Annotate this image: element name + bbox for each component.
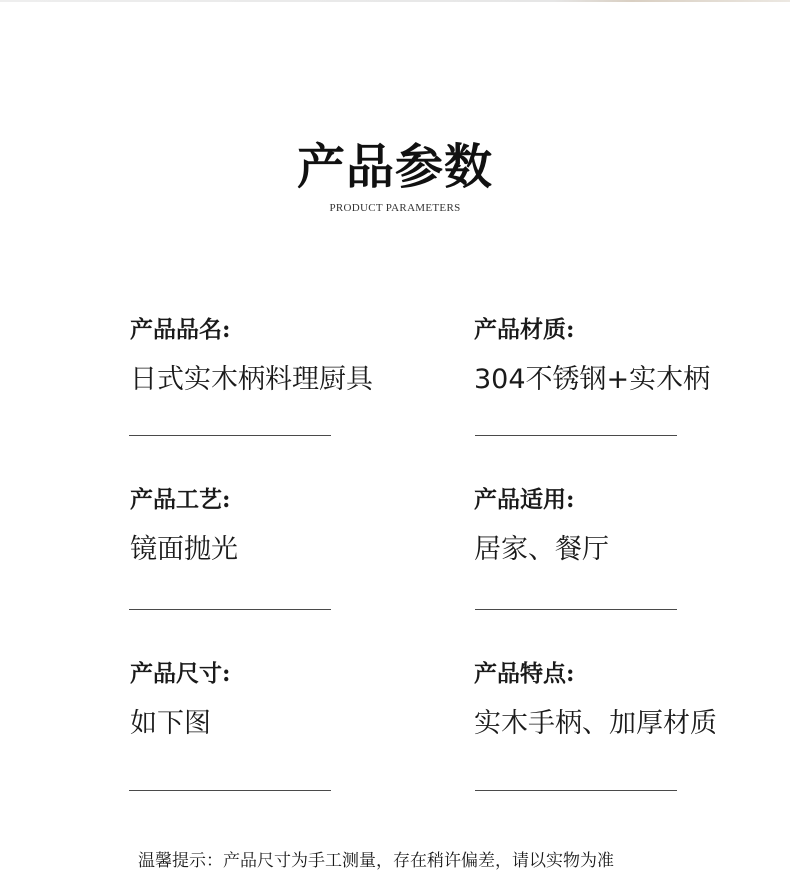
param-underline [475,609,677,610]
param-underline [475,435,677,436]
param-value: 日式实木柄料理厨具 [130,364,373,395]
param-item-usage [474,486,774,566]
param-label: 产品工艺: [130,486,231,513]
page-title: 产品参数 [296,139,493,195]
param-value: 镜面抛光 [130,534,238,565]
page-subtitle: PRODUCT PARAMETERS [329,202,461,214]
param-underline [475,790,677,791]
param-underline [129,790,331,791]
param-label: 产品特点: [474,660,575,687]
param-label: 产品适用: [474,486,575,513]
param-value: 如下图 [130,708,211,739]
param-item-craft [130,486,430,566]
param-item-features [474,660,774,740]
param-underline [129,435,331,436]
param-value: 实木手柄、加厚材质 [474,708,717,739]
param-value: 304不锈钢+实木柄 [474,364,711,395]
footer-note: 温馨提示：产品尺寸为手工测量，存在稍许偏差，请以实物为准 [138,851,614,871]
top-divider [0,0,790,2]
param-underline [129,609,331,610]
param-item-material [474,316,774,396]
param-item-name [130,316,430,396]
param-label: 产品尺寸: [130,660,231,687]
param-value: 居家、餐厅 [474,534,609,565]
param-label: 产品品名: [130,316,231,343]
param-item-size [130,660,430,740]
param-label: 产品材质: [474,316,575,343]
